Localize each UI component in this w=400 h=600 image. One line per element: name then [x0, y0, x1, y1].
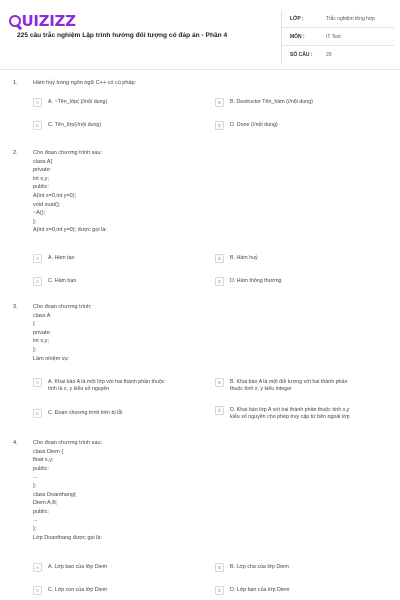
- question-line: Cho đoạn chương trình:: [33, 304, 92, 310]
- option-line: D. Lớp bạn của lớp Diem: [230, 587, 290, 593]
- option-text: [48, 409, 122, 417]
- meta-table: [281, 10, 393, 65]
- option-letter-box: C: [33, 121, 42, 130]
- quizizz-logo: [9, 12, 76, 30]
- question-line: Cho đoạn chương trình sau:: [33, 440, 103, 446]
- question-line: A(int x=0,int y=0);: [33, 192, 77, 199]
- question-text: [33, 439, 102, 542]
- option-line: B. Khai báo A là một đối tượng với hai thành phần: [230, 379, 348, 385]
- option-text: [48, 277, 76, 285]
- question-line: public:: [33, 465, 49, 472]
- question-line: };: [33, 482, 37, 489]
- option-text: [230, 254, 258, 262]
- option-a[interactable]: [33, 563, 107, 572]
- option-line: D. Hàm thông thường: [230, 278, 282, 284]
- option-text: [48, 563, 107, 571]
- option-line: C. Tên_lớp(//nội dung): [48, 122, 102, 128]
- question-line: Làm nhiệm vụ:: [33, 355, 70, 362]
- option-line: B. Hàm huỷ: [230, 255, 258, 261]
- question-line: };: [33, 218, 37, 225]
- meta-value: IT Test: [326, 33, 341, 40]
- option-c[interactable]: [33, 586, 107, 595]
- question-line: ...: [33, 517, 38, 524]
- option-line: tính là x, y kiểu số nguyên: [48, 386, 110, 393]
- option-letter-box: D: [215, 586, 224, 595]
- option-a[interactable]: [33, 254, 75, 263]
- option-letter-box: B: [215, 98, 224, 107]
- option-line: A. Khai báo A là một lớp với hai thành phần thuộc: [48, 379, 165, 385]
- option-line: A. Hàm tạo: [48, 255, 75, 261]
- header-divider: [0, 69, 400, 70]
- question-text: [33, 303, 92, 363]
- option-b[interactable]: [215, 378, 347, 394]
- meta-label: LỚP :: [290, 15, 304, 22]
- option-text: [230, 586, 289, 594]
- option-letter-box: A: [33, 378, 42, 387]
- option-d[interactable]: [215, 277, 281, 286]
- question-line: int x,y;: [33, 175, 49, 182]
- option-line: D. Khai báo lớp A với hai thành phần thuộc tính x,y: [230, 407, 350, 413]
- meta-value: 20: [326, 52, 332, 58]
- logo-text: UIZIZZ: [21, 12, 76, 30]
- option-letter-box: B: [215, 378, 224, 387]
- option-letter-box: D: [215, 121, 224, 130]
- option-line: C. Lớp con của lớp Diem: [48, 587, 108, 593]
- option-text: [48, 586, 107, 594]
- question-number: 2.: [13, 150, 18, 156]
- option-b[interactable]: [215, 254, 258, 263]
- option-line: A. Lớp bao của lớp Diem: [48, 564, 108, 570]
- option-b[interactable]: [215, 98, 313, 107]
- question-number: 1.: [13, 80, 18, 86]
- option-text: [230, 406, 350, 422]
- meta-value: Trắc nghiệm tổng hợp: [326, 15, 375, 22]
- question-line: class A{: [33, 158, 53, 165]
- question-number: 4.: [13, 440, 18, 446]
- option-d[interactable]: [215, 121, 278, 130]
- option-a[interactable]: [33, 378, 165, 394]
- option-letter-box: B: [215, 563, 224, 572]
- option-letter-box: D: [215, 277, 224, 286]
- option-line: D. Done (//nội dung): [230, 122, 278, 128]
- option-text: [230, 277, 281, 285]
- question-line: {: [33, 321, 35, 328]
- question-line: class A: [33, 312, 51, 319]
- question-line: A(int x=0,int y=0); được gọi là:: [33, 227, 107, 234]
- option-line: A. ~Tên_lớp( )//nội dung): [48, 99, 108, 105]
- option-line: kiểu số nguyên cho phép truy cập từ bên ngoài lớp: [230, 414, 350, 421]
- option-line: B. Lớp cha của lớp Diem: [230, 564, 289, 570]
- question-text: [33, 149, 107, 235]
- question-line: int x,y;: [33, 338, 49, 345]
- option-text: [230, 121, 278, 129]
- question-line: class Diem {: [33, 448, 64, 455]
- option-c[interactable]: [33, 409, 122, 418]
- option-line: thuộc tính x, y kiểu integer: [230, 386, 292, 393]
- option-text: [230, 378, 347, 394]
- question-line: ~A();: [33, 210, 46, 217]
- option-d[interactable]: [215, 586, 289, 595]
- meta-label: SỐ CÂU :: [290, 52, 313, 58]
- question-line: class Doanthang{: [33, 491, 76, 498]
- question-line: float x,y;: [33, 457, 54, 464]
- option-text: [48, 121, 101, 129]
- option-text: [48, 98, 107, 106]
- option-letter-box: A: [33, 98, 42, 107]
- meta-label: MÔN :: [290, 33, 305, 40]
- question-line: Hàm huỷ trong ngôn ngữ C++ có cú pháp:: [33, 80, 137, 86]
- option-b[interactable]: [215, 563, 289, 572]
- option-line: C. Đoạn chương trình trên bị lỗi: [48, 410, 123, 416]
- option-text: [48, 378, 165, 394]
- document-title: 225 câu trắc nghiệm Lập trình hướng đối tượng có đáp án - Phần 4: [17, 32, 228, 39]
- question-line: };: [33, 346, 37, 353]
- option-d[interactable]: [215, 406, 350, 422]
- meta-row-subject: [282, 28, 394, 46]
- question-line: private:: [33, 167, 52, 174]
- question-line: Lớp Doanthang được gọi là:: [33, 534, 102, 541]
- question-line: Diem A,B;: [33, 500, 58, 507]
- question-line: public:: [33, 508, 49, 515]
- option-letter-box: A: [33, 563, 42, 572]
- option-letter-box: C: [33, 277, 42, 286]
- meta-row-class: [282, 10, 394, 28]
- question-line: Cho đoạn chương trình sau:: [33, 150, 103, 156]
- question-number: 3.: [13, 304, 18, 310]
- question-line: public:: [33, 184, 49, 191]
- question-line: private:: [33, 329, 52, 336]
- question-line: ...: [33, 474, 38, 481]
- option-c[interactable]: [33, 277, 76, 286]
- logo-q-mark: [9, 15, 21, 27]
- option-text: [230, 563, 289, 571]
- option-c[interactable]: [33, 121, 101, 130]
- question-line: };: [33, 525, 37, 532]
- option-line: C. Hàm bạn: [48, 278, 77, 284]
- question-text: [33, 79, 136, 88]
- option-letter-box: C: [33, 586, 42, 595]
- option-letter-box: B: [215, 254, 224, 263]
- option-line: B. Destructor Tên_hàm (//nội dung): [230, 99, 313, 105]
- meta-row-count: [282, 46, 394, 64]
- option-letter-box: A: [33, 254, 42, 263]
- option-text: [230, 98, 313, 106]
- question-line: void xuat();: [33, 201, 61, 208]
- option-text: [48, 254, 75, 262]
- option-a[interactable]: [33, 98, 107, 107]
- option-letter-box: C: [33, 409, 42, 418]
- option-letter-box: D: [215, 406, 224, 415]
